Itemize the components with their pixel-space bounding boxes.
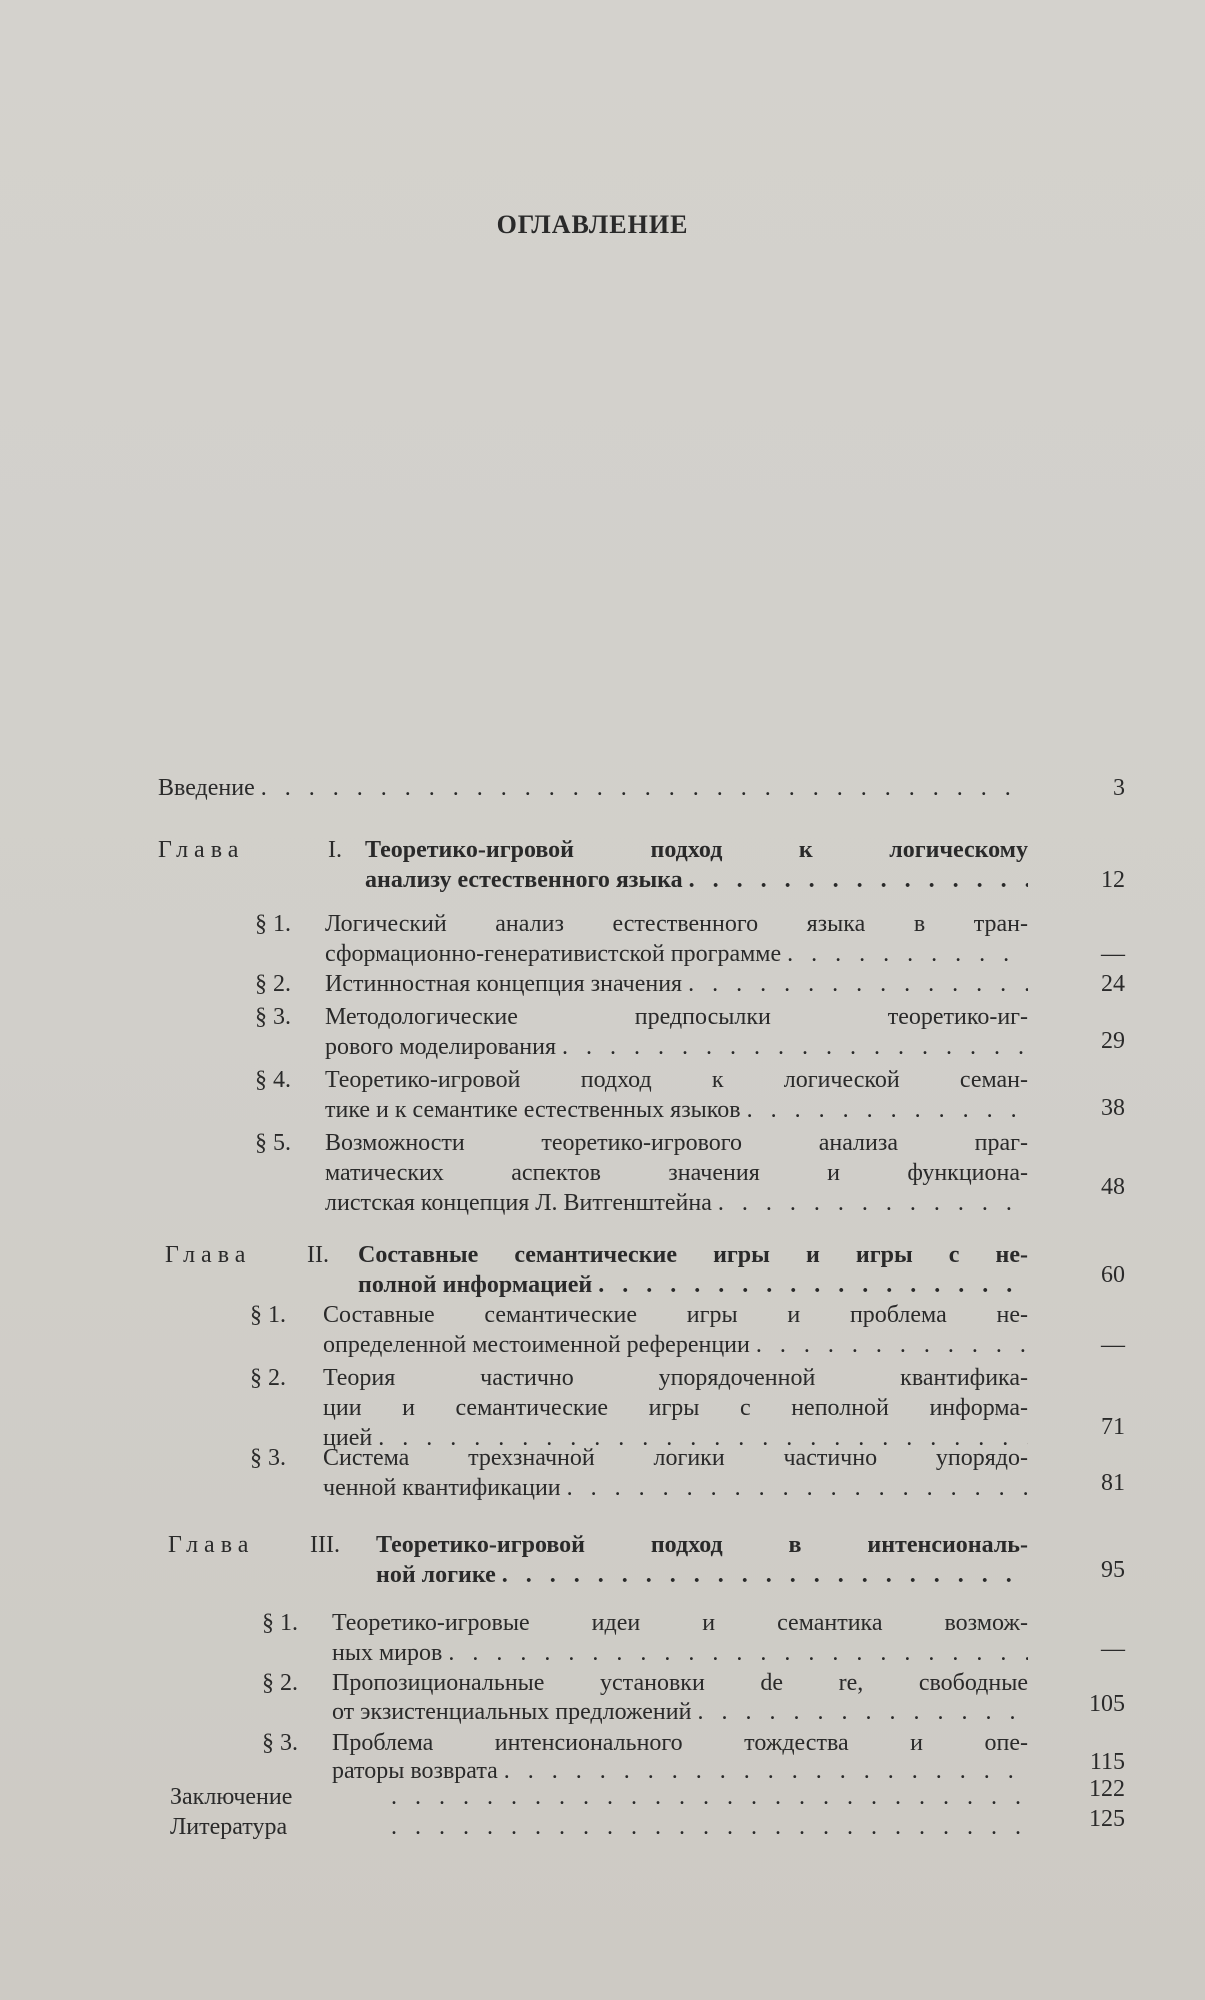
leader-dots [448,1636,1028,1670]
section-entry[interactable]: Возможности теоретико-игрового анализа праг- [325,1130,1028,1156]
section-number: § 2. [262,1670,298,1696]
page-number: 95 [1101,1557,1125,1583]
section-number: § 2. [250,1365,286,1391]
section-entry[interactable]: Проблема интенсионального тождества и опе- [332,1730,1028,1756]
section-entry-cont[interactable]: листская концепция Л. Витгенштейна . . . [325,1186,1028,1220]
chapter-title[interactable]: Составные семантические игры и игры с не- [358,1242,1028,1268]
leader-dots [697,1695,1028,1729]
section-entry-cont[interactable]: рового моделирования . . . [325,1030,1028,1064]
section-entry-cont[interactable]: ченной квантификации . . . [323,1471,1028,1505]
section-number: § 1. [255,911,291,937]
leader-dots [391,1780,1028,1814]
section-entry[interactable]: Истинностная концепция значения . . . [325,967,1028,1001]
section-entry-cont[interactable]: сформационно-генеративистской программе . . . [325,937,1028,971]
leader-dots [261,771,1028,805]
chapter-label: Глава [165,1242,252,1268]
page-title: ОГЛАВЛЕНИЕ [496,210,689,239]
page-number: — [1101,941,1125,967]
section-entry[interactable]: Теория частично упорядоченной квантифика- [323,1365,1028,1391]
section-entry-cont[interactable]: определенной местоименной референции . . . [323,1328,1028,1362]
section-number: § 3. [250,1445,286,1471]
section-entry[interactable]: Теоретико-игровой подход к логической семан- [325,1067,1028,1093]
leader-dots [688,967,1028,1001]
page-number: — [1101,1332,1125,1358]
section-entry[interactable]: Составные семантические игры и проблема не- [323,1302,1028,1328]
section-entry-cont[interactable]: ции и семантические игры с неполной информа- [323,1395,1028,1421]
section-number: § 1. [250,1302,286,1328]
chapter-number: II. [307,1242,329,1268]
toc-entry-intro[interactable] [158,771,1028,805]
leader-dots [502,1558,1028,1592]
leader-dots [718,1186,1028,1220]
section-entry-cont[interactable]: цией . . . [323,1421,1028,1455]
leader-dots [562,1030,1028,1064]
page-number: 71 [1101,1414,1125,1440]
page-number: 38 [1101,1095,1125,1121]
section-entry-cont[interactable]: тике и к семантике естественных языков . . . [325,1093,1028,1127]
toc-entry-label: Литература [170,1814,288,1840]
page-number: 122 [1089,1776,1125,1802]
chapter-title[interactable]: Теоретико-игровой подход к логическому [365,837,1028,863]
chapter-title-cont[interactable]: полной информацией . . . [358,1268,1028,1302]
toc-entry-label: Заключение [170,1784,293,1810]
page-number: 12 [1101,867,1125,893]
chapter-title[interactable]: Теоретико-игровой подход в интенсиональ- [376,1532,1028,1558]
section-number: § 1. [262,1610,298,1636]
page-number: 3 [1113,775,1125,801]
page-number: 115 [1089,1749,1125,1775]
chapter-number: I. [328,837,342,863]
page-number: 60 [1101,1262,1125,1288]
page-number: 24 [1101,971,1125,997]
leader-dots [391,1810,1028,1844]
page-number: 105 [1089,1691,1125,1717]
leader-dots [747,1093,1028,1127]
section-entry[interactable]: Логический анализ естественного языка в тран- [325,911,1028,937]
section-entry-cont[interactable]: от экзистенциальных предложений . . . [332,1695,1028,1729]
section-entry-cont[interactable]: ных миров . . . [332,1636,1028,1670]
section-number: § 4. [255,1067,291,1093]
section-entry[interactable]: Система трехзначной логики частично упорядо- [323,1445,1028,1471]
section-entry[interactable]: Теоретико-игровые идеи и семантика возмож- [332,1610,1028,1636]
toc-entry-conclusion[interactable] [170,1780,1028,1814]
chapter-number: III. [310,1532,340,1558]
chapter-label: Глава [158,837,245,863]
leader-dots [787,937,1028,971]
page-number: 125 [1089,1806,1125,1832]
toc-entry-label: Введение [158,775,255,801]
section-number: § 3. [255,1004,291,1030]
page-number: 29 [1101,1028,1125,1054]
section-entry-cont[interactable]: матических аспектов значения и функциона- [325,1160,1028,1186]
page-number: 81 [1101,1470,1125,1496]
page-number: — [1101,1636,1125,1662]
section-entry-cont[interactable]: раторы возврата . . . [332,1754,1028,1788]
toc-entry-literature[interactable] [170,1810,1028,1844]
chapter-label: Глава [168,1532,255,1558]
leader-dots [689,863,1028,897]
section-entry[interactable]: Пропозициональные установки de re, свободные [332,1670,1028,1696]
leader-dots [756,1328,1028,1362]
section-number: § 3. [262,1730,298,1756]
chapter-title-cont[interactable]: ной логике . . . [376,1558,1028,1592]
section-number: § 2. [255,971,291,997]
leader-dots [598,1268,1028,1302]
chapter-title-cont[interactable]: анализу естественного языка . . . [365,863,1028,897]
page-number: 48 [1101,1174,1125,1200]
section-entry[interactable]: Методологические предпосылки теоретико-иг- [325,1004,1028,1030]
leader-dots [567,1471,1028,1505]
section-number: § 5. [255,1130,291,1156]
